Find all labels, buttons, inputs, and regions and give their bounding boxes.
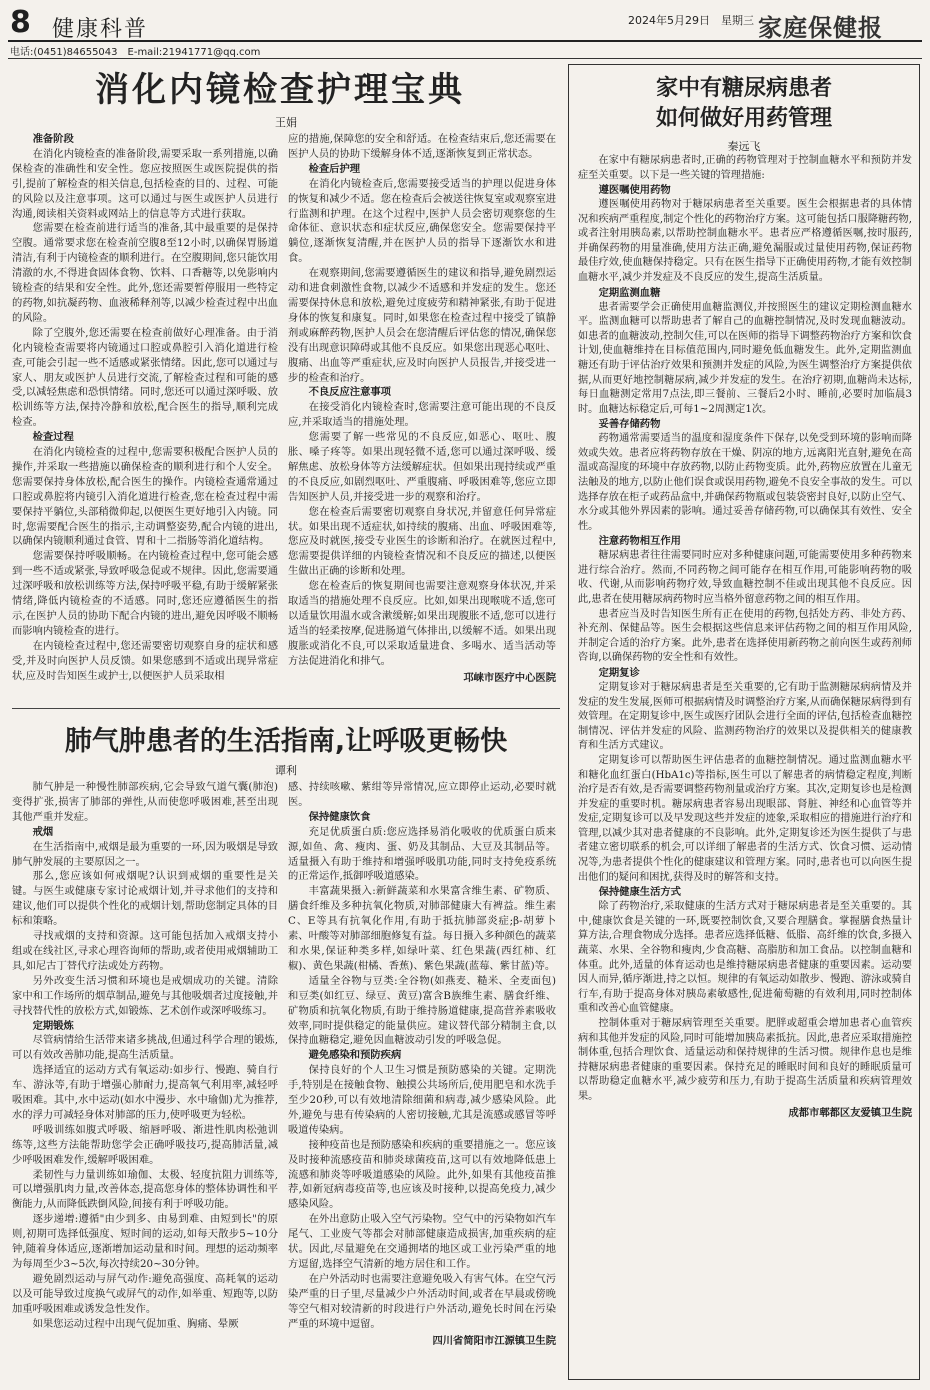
paragraph: 定期复诊对于糖尿病患者是至关重要的,它有助于监测糖尿病病情及并发症的发生发展,医师可根据病情及时调整治疗方案,从而确保糖尿病得到有效管理。在定期复诊中,医生或医疗团队会进行全面的评估,包括检查血糖控制情况、评估并发症的风险、监测药物治疗的效果以及提供相关的健康教育和生活方式建议。 [578,681,912,752]
subheading: 准备阶段 [32,133,74,145]
paragraph: 在消化内镜检查的过程中,您需要积极配合医护人员的操作,并采取一些措施以确保检查的顺利进行和个人安全。您需要保持身体放松,配合医生的操作。内镜检查通常通过口腔或鼻腔将内镜引入消化道进行检查,您在检查过程中需要保持平躺位,头部稍微仰起,以便医生更好地引入内镜。同时,您需要配合医生的指示,主动调整姿势,配合内镜的进出,以确保内镜顺利通过食管、胃和十二指肠等消化道结构。 [12,446,278,548]
paragraph: 在观察期间,您需要遵循医生的建议和指导,避免剧烈运动和进食刺激性食物,以减少不适感和并发症的发生。您还需要保持休息和放松,避免过度疲劳和精神紧张,有助于促进身体的恢复和康复。同时,如果您在检查过程中接受了镇静剂或麻醉药物,医护人员会在您清醒后评估您的情况,确保您没有出现意识障碍或其他不良反应。如果您出现恶心呕吐、腹痛、出血等严重症状,应及时向医护人员报告,并接受进一步的检查和治疗。 [288,267,556,384]
paragraph: 在生活指南中,戒烟是最为重要的一环,因为吸烟是导致肺气肿发展的主要原因之一。 [12,840,278,868]
paragraph: 在家中有糖尿病患者时,正确的药物管理对于控制血糖水平和预防并发症至关重要。以下是一些关键的管理措施: [578,155,912,181]
subheading: 不良反应注意事项 [308,386,391,399]
paragraph: 呼吸训练如腹式呼吸、缩唇呼吸、渐进性肌肉松弛训练等,这些方法能帮助您学会正确呼吸技巧,提高肺活量,减少呼吸困难发作,缓解呼吸困难。 [12,1123,278,1166]
paragraph: 逐步递增:遵循"由少到多、由易到难、由短到长"的原则,初期可选择低强度、短时间的运动,如每天散步5~10分钟,随着身体适应,逐渐增加运动量和时间。理想的运动频率为每周至少3~5次,每次持续20~30分钟。 [12,1213,278,1270]
paragraph: 您在检查后需要密切观察自身状况,并留意任何异常症状。如果出现不适症状,如持续的腹痛、出血、呼吸困难等,您应及时就医,接受专业医生的诊断和治疗。在就医过程中,您需要提供详细的内镜检查情况和不良反应的描述,以便医生做出正确的诊断和处理。 [288,505,556,578]
contact-info: 电话:(0451)84655043 E-mail:21941771@qq.com [10,47,261,58]
paragraph: 如果您运动过程中出现气促加重、胸痛、晕厥 [32,1317,239,1330]
paragraph: 您在检查后的恢复期间也需要注意观察身体状况,并采取适当的措施处理不良反应。比如,如果出现喉咙不适,您可以适量饮用温水或含漱缓解;如果出现腹胀不适,您可以进行适当的轻柔按摩,促进肠道气体排出,以缓解不适。如果出现腹胀或消化不良,可以采取适量进食、多喝水、适当活动等方法促进消化和排气。 [288,580,556,667]
paragraph: 药物通常需要适当的温度和湿度条件下保存,以免受到环境的影响而降效或失效。患者应将药物存放在干燥、阴凉的地方,远离阳光直射,避免在高温或高湿度的环境中存放药物,以防止药物变质。此外,药物应放置在儿童无法触及的地方,以防止他们误食或误用药物,避免不良安全事故的发生。可以选择存放在柜子或药品盒中,并确保药物瓶或包装袋密封良好,以防止空气、水分或其他外界因素的影响。通过妥善存储药物,可以确保其有效性、安全性。 [578,433,912,532]
paragraph: 患者需要学会正确使用血糖监测仪,并按照医生的建议定期检测血糖水平。监测血糖可以帮助患者了解自己的血糖控制情况,及时发现血糖波动。如患者的血糖波动,控制欠佳,可以在医师的指导下调整药物治疗方案和饮食计划,使血糖维持在目标值范围内,同时避免低血糖发生。此外,定期监测血糖还有助于评估治疗效果和预测并发症的风险,为医生调整治疗方案提供依据,从而更好地控制糖尿病,减少并发症的发生。在治疗初期,血糖尚未达标,每日血糖测定常用7点法,即三餐前、三餐后2小时、睡前,必要时加临晨3时。血糖达标稳定后,可每1~2周测定1次。 [578,301,912,415]
article-source: 四川省简阳市江源镇卫生院 [432,1334,556,1347]
section-title: 健康科普 [52,17,149,42]
subheading: 定期监测血糖 [598,286,661,299]
paragraph: 另外改变生活习惯和环境也是戒烟成功的关键。清除家中和工作场所的烟草制品,避免与其他吸烟者过度接触,并寻找替代性的放松方式,如锻炼、艺术创作或深呼吸练习。 [12,974,278,1017]
paragraph: 充足优质蛋白质:您应选择易消化吸收的优质蛋白质来源,如鱼、禽、瘦肉、蛋、奶及其制品、大豆及其制品等。适量摄入有助于维持和增强呼吸肌功能,同时支持免疫系统的正常运作,抵御呼吸道感染。 [288,825,556,883]
paragraph: 您需要保持呼吸顺畅。在内镜检查过程中,您可能会感到一些不适或紧张,导致呼吸急促或不规律。因此,您需要通过深呼吸和放松训练等方法,保持呼吸平稳,有助于缓解紧张情绪,降低内镜检查的不适感。同时,您还应遵循医生的指示,在医护人员的协助下配合内镜的进出,避免因呼吸不顺畅而影响内镜检查的进行。 [12,550,278,637]
article-divider [12,708,560,709]
subheading: 保持健康生活方式 [598,886,681,899]
paragraph: 适量全谷物与豆类:全谷物(如燕麦、糙米、全麦面包)和豆类(如红豆、绿豆、黄豆)富含B族维生素、膳食纤维、矿物质和抗氧化物质,有助于维持肠道健康,提高营养素吸收效率,同时提供稳定的能量供应。建议替代部分精制主食,以保持血糖稳定,避免因血糖波动引发的呼吸急促。 [288,974,556,1047]
article-author: 秦远飞 [727,140,761,153]
subheading: 戒烟 [32,825,54,838]
paragraph: 应的措施,保障您的安全和舒适。在检查结束后,您还需要在医护人员的协助下缓解身体不适,逐渐恢复到正常状态。 [288,133,556,160]
article-author: 王娟 [275,116,297,129]
paragraph: 您需要在检查前进行适当的准备,其中最重要的是保持空腹。通常要求您在检查前空腹8至12小时,以确保胃肠道清洁,有利于内镜检查的顺利进行。在空腹期间,您只能饮用清澈的水,不得进食固体食物、饮料、口香糖等,以免影响内镜检查的结果和安全性。此外,您还需要暂停服用一些特定的药物,如抗凝药物、血液稀释剂等,以减少检查过程中出血的风险。 [12,222,278,324]
paragraph: 尽管病情给生活带来诸多挑战,但通过科学合理的锻炼,可以有效改善肺功能,提高生活质量。 [12,1034,278,1062]
paragraph: 定期复诊可以帮助医生评估患者的血糖控制情况。通过监测血糖水平和糖化血红蛋白(HbA1c)等指标,医生可以了解患者的病情稳定程度,判断治疗是否有效,是否需要调整药物剂量或治疗方案。其次,定期复诊也是检测并发症的重要时机。糖尿病患者容易出现眼部、肾脏、神经和心血管等并发症,定期复诊可以及早发现这些并发症的迹象,采取相应的措施进行治疗和管理,以减少其对患者健康的不良影响。此外,定期复诊还为医生提供了与患者建立密切联系的机会,可以详细了解患者的生活方式、饮食习惯、运动情况等,为患者提供个性化的健康建议和管理方案。同时,患者也可以向医生提出他们的疑问和困扰,获得及时的解答和支持。 [578,754,912,883]
subheading: 避免感染和预防疾病 [308,1049,402,1062]
paragraph: 那么,您应该如何戒烟呢?认识到戒烟的重要性是关键。与医生或健康专家讨论戒烟计划,并寻求他们的支持和建议,他们可以提供个性化的戒烟计划,帮助您制定具体的目标和策略。 [12,870,278,928]
subheading: 定期复诊 [598,667,640,680]
article-title-line2: 如何做好用药管理 [655,106,832,131]
paragraph: 感、持续咳嗽、紫绀等异常情况,应立即停止运动,必要时就医。 [288,781,556,808]
subheading: 检查后护理 [308,162,361,175]
subheading: 定期锻炼 [32,1019,74,1032]
paragraph: 在内镜检查过程中,您还需要密切观察自身的症状和感受,并及时向医护人员反馈。如果您感到不适或出现异常症状,应及时告知医生或护士,以便医护人员采取相 [12,639,278,682]
paragraph: 在消化内镜检查后,您需要接受适当的护理以促进身体的恢复和减少不适。您在检查后会被送往恢复室或观察室进行监测和护理。在这个过程中,医护人员会密切观察您的生命体征、意识状态和症状反应,确保您安全。您需要保持平躺位,逐渐恢复清醒,并在医护人员的指导下逐渐饮水和进食。 [288,177,556,265]
paragraph: 避免剧烈运动与屏气动作:避免高强度、高耗氧的运动以及可能导致过度换气或屏气的动作,如举重、短跑等,以防加重呼吸困难或诱发急性发作。 [12,1272,278,1315]
subheading: 检查过程 [32,431,74,444]
paragraph: 柔韧性与力量训练如瑜伽、太极、轻度抗阻力训练等,可以增强肌肉力量,改善体态,提高您身体的整体协调性和平衡能力,从而降低跌倒风险,间接有利于呼吸功能。 [12,1168,278,1211]
article-column [12,780,278,1384]
article-column [578,154,912,1376]
article-column [288,780,556,1384]
paragraph: 在外出意防止吸入空气污染物。空气中的污染物如汽车尾气、工业废气等都会对肺部健康造成损害,加重疾病的症状。因此,尽量避免在交通拥堵的地区或工业污染严重的地方逗留,选择空气清新的地方居住和工作。 [288,1213,556,1270]
article-author: 谭利 [275,764,297,777]
paragraph: 患者应当及时告知医生所有正在使用的药物,包括处方药、非处方药、补充剂、保健品等。医生会根据这些信息来评估药物之间的相互作用风险,并制定合适的治疗方案。此外,患者在选择使用新药物之前向医生或药剂师咨询,以确保药物的安全性和有效性。 [578,608,912,664]
subheading: 遵医嘱使用药物 [598,184,671,197]
paragraph: 除了药物治疗,采取健康的生活方式对于糖尿病患者是至关重要的。其中,健康饮食是关键的一环,既要控制饮食,又要合理膳食。掌握膳食热量计算方法,合理食物成分选择。患者应选择低糖、低脂、高纤维的饮食,多摄入蔬菜、水果、全谷物和瘦肉,少食高糖、高脂肪和加工食品。以控制血糖和体重。此外,适量的体育运动也是维持糖尿病患者健康的重要因素。运动要因人而异,循序渐进,持之以恒。规律的有氧运动如散步、慢跑、游泳或骑自行车,有助于提高身体对胰岛素敏感性,促进葡萄糖的有效利用,同时控制体重和改善心血管健康。 [578,901,912,1015]
page-number: 8 [10,5,31,40]
paragraph: 寻找戒烟的支持和资源。这可能包括加入戒烟支持小组或在线社区,寻求心理咨询师的帮助,或者使用戒烟辅助工具,如尼古丁替代疗法或处方药物。 [12,930,278,972]
article-title-line1: 家中有糖尿病患者 [655,76,832,101]
subheading: 妥善存储药物 [598,418,661,431]
article-source: 成都市郫都区友爱镇卫生院 [788,1107,912,1120]
article-title: 消化内镜检查护理宝典 [95,70,465,110]
header-rule-thin [8,58,922,59]
paragraph: 除了空腹外,您还需要在检查前做好心理准备。由于消化内镜检查需要将内镜通过口腔或鼻腔引入消化道进行检查,可能会引起一些不适感或紧张情绪。因此,您可以通过与家人、朋友或医护人员进行交流,了解检查过程和可能的感受,以减轻焦虑和恐惧情绪。同时,您还可以通过深呼吸、放松训练等方法,保持冷静和放松,配合医生的指导,顺利完成检查。 [12,326,278,429]
paragraph: 选择适宜的运动方式有氧运动:如步行、慢跑、骑自行车、游泳等,有助于增强心肺耐力,提高氧气利用率,减轻呼吸困难。其中,水中运动(如水中漫步、水中瑜伽)尤为推荐,水的浮力可减轻身体对肺部的压力,使呼吸更为轻松。 [12,1064,278,1121]
paragraph: 肺气肿是一种慢性肺部疾病,它会导致气道气囊(肺泡)变得扩张,损害了肺部的弹性,从而使您呼吸困难,甚至出现其他严重并发症。 [12,781,278,823]
article-column [288,132,556,704]
subheading: 注意药物相互作用 [598,535,681,548]
subheading: 保持健康饮食 [308,810,371,823]
paragraph: 在户外活动时也需要注意避免吸入有害气体。在空气污染严重的日子里,尽量减少户外活动时间,或者在早晨或傍晚等空气相对较清新的时段进行户外活动,避免长时间在污染严重的环境中逗留。 [288,1272,556,1330]
paragraph: 您需要了解一些常见的不良反应,如恶心、呕吐、腹胀、嗓子疼等。如果出现轻微不适,您可以通过深呼吸、缓解焦虑、放松身体等方法缓解症状。但如果出现持续或严重的不良反应,如剧烈呕吐、严重腹痛、呼吸困难等,您应立即告知医护人员,并接受进一步的观察和治疗。 [288,431,556,503]
paragraph: 保持良好的个人卫生习惯是预防感染的关键。定期洗手,特别是在接触食物、触摸公共场所后,使用肥皂和水洗手至少20秒,可以有效地清除细菌和病毒,减少感染风险。此外,避免与患有传染病的人密切接触,尤其是流感或感冒等呼吸道传染病。 [288,1064,556,1136]
paragraph: 遵医嘱使用药物对于糖尿病患者至关重要。医生会根据患者的具体情况和疾病严重程度,制定个性化的药物治疗方案。这可能包括口服降糖药物,或者注射用胰岛素,以帮助控制血糖水平。患者应严格遵循医嘱,按时服药,并确保药物的用量准确,使用方法正确,避免漏服或过量使用药物,保证药物最佳疗效,使血糖保持稳定。只有在医生指导下正确使用药物,才能有效控制血糖水平,减少并发症及不良反应的发生,提高生活质量。 [578,199,912,284]
paragraph: 在接受消化内镜检查时,您需要注意可能出现的不良反应,并采取适当的措施处理。 [288,401,556,429]
issue-date: 2024年5月29日 星期三 [628,14,754,27]
paragraph: 丰富蔬果摄入:新鲜蔬菜和水果富含维生素、矿物质、膳食纤维及多种抗氧化物质,对肺部健康大有裨益。维生素C、E等具有抗氧化作用,有助于抵抗肺部炎症;β-胡萝卜素、叶酸等对肺部细胞修复有益。每日摄入多种颜色的蔬菜和水果,保证种类多样,如绿叶菜、红色果蔬(西红柿、红椒)、黄色果蔬(柑橘、香蕉)、紫色果蔬(蓝莓、紫甘蓝)等。 [288,885,556,972]
article-title: 肺气肿患者的生活指南,让呼吸更畅快 [64,726,508,757]
article-column [12,132,278,704]
paragraph: 接种疫苗也是预防感染和疾病的重要措施之一。您应该及时接种流感疫苗和肺炎球菌疫苗,这可以有效地降低患上流感和肺炎等呼吸道感染的风险。此外,如果有其他疫苗推荐,如新冠病毒疫苗等,也应该及时接种,以提高免疫力,减少感染风险。 [288,1138,556,1211]
paragraph: 在消化内镜检查的准备阶段,需要采取一系列措施,以确保检查的准确性和安全性。您应按照医生或医院提供的指引,提前了解检查的相关信息,包括检查的目的、过程、可能的风险以及注意事项。这可以通过与医生或医护人员进行沟通,阅读相关资料或网站上的信息等方式进行获取。 [12,147,278,220]
header-rule [8,40,922,42]
article-source: 邛崃市医疗中心医院 [463,671,556,684]
paragraph: 控制体重对于糖尿病管理至关重要。肥胖或超重会增加患者心血管疾病和其他并发症的风险,同时可能增加胰岛素抵抗。因此,患者应采取措施控制体重,包括合理饮食、适量运动和保持规律的生活习惯。规律作息也是维持糖尿病患者健康的重要因素。保持充足的睡眠时间和良好的睡眠质量可以帮助稳定血糖水平,减少疲劳和压力,有助于提高生活质量和疾病管理效果。 [578,1017,912,1102]
paragraph: 糖尿病患者往往需要同时应对多种健康问题,可能需要使用多种药物来进行综合治疗。然而,不同药物之间可能存在相互作用,可能影响药物的吸收、代谢,从而影响药物疗效,导致血糖控制不佳或出现其他不良反应。因此,患者在使用糖尿病药物时应当格外留意药物之间的相互作用。 [578,550,912,606]
newspaper-name: 家庭保健报 [758,14,883,42]
